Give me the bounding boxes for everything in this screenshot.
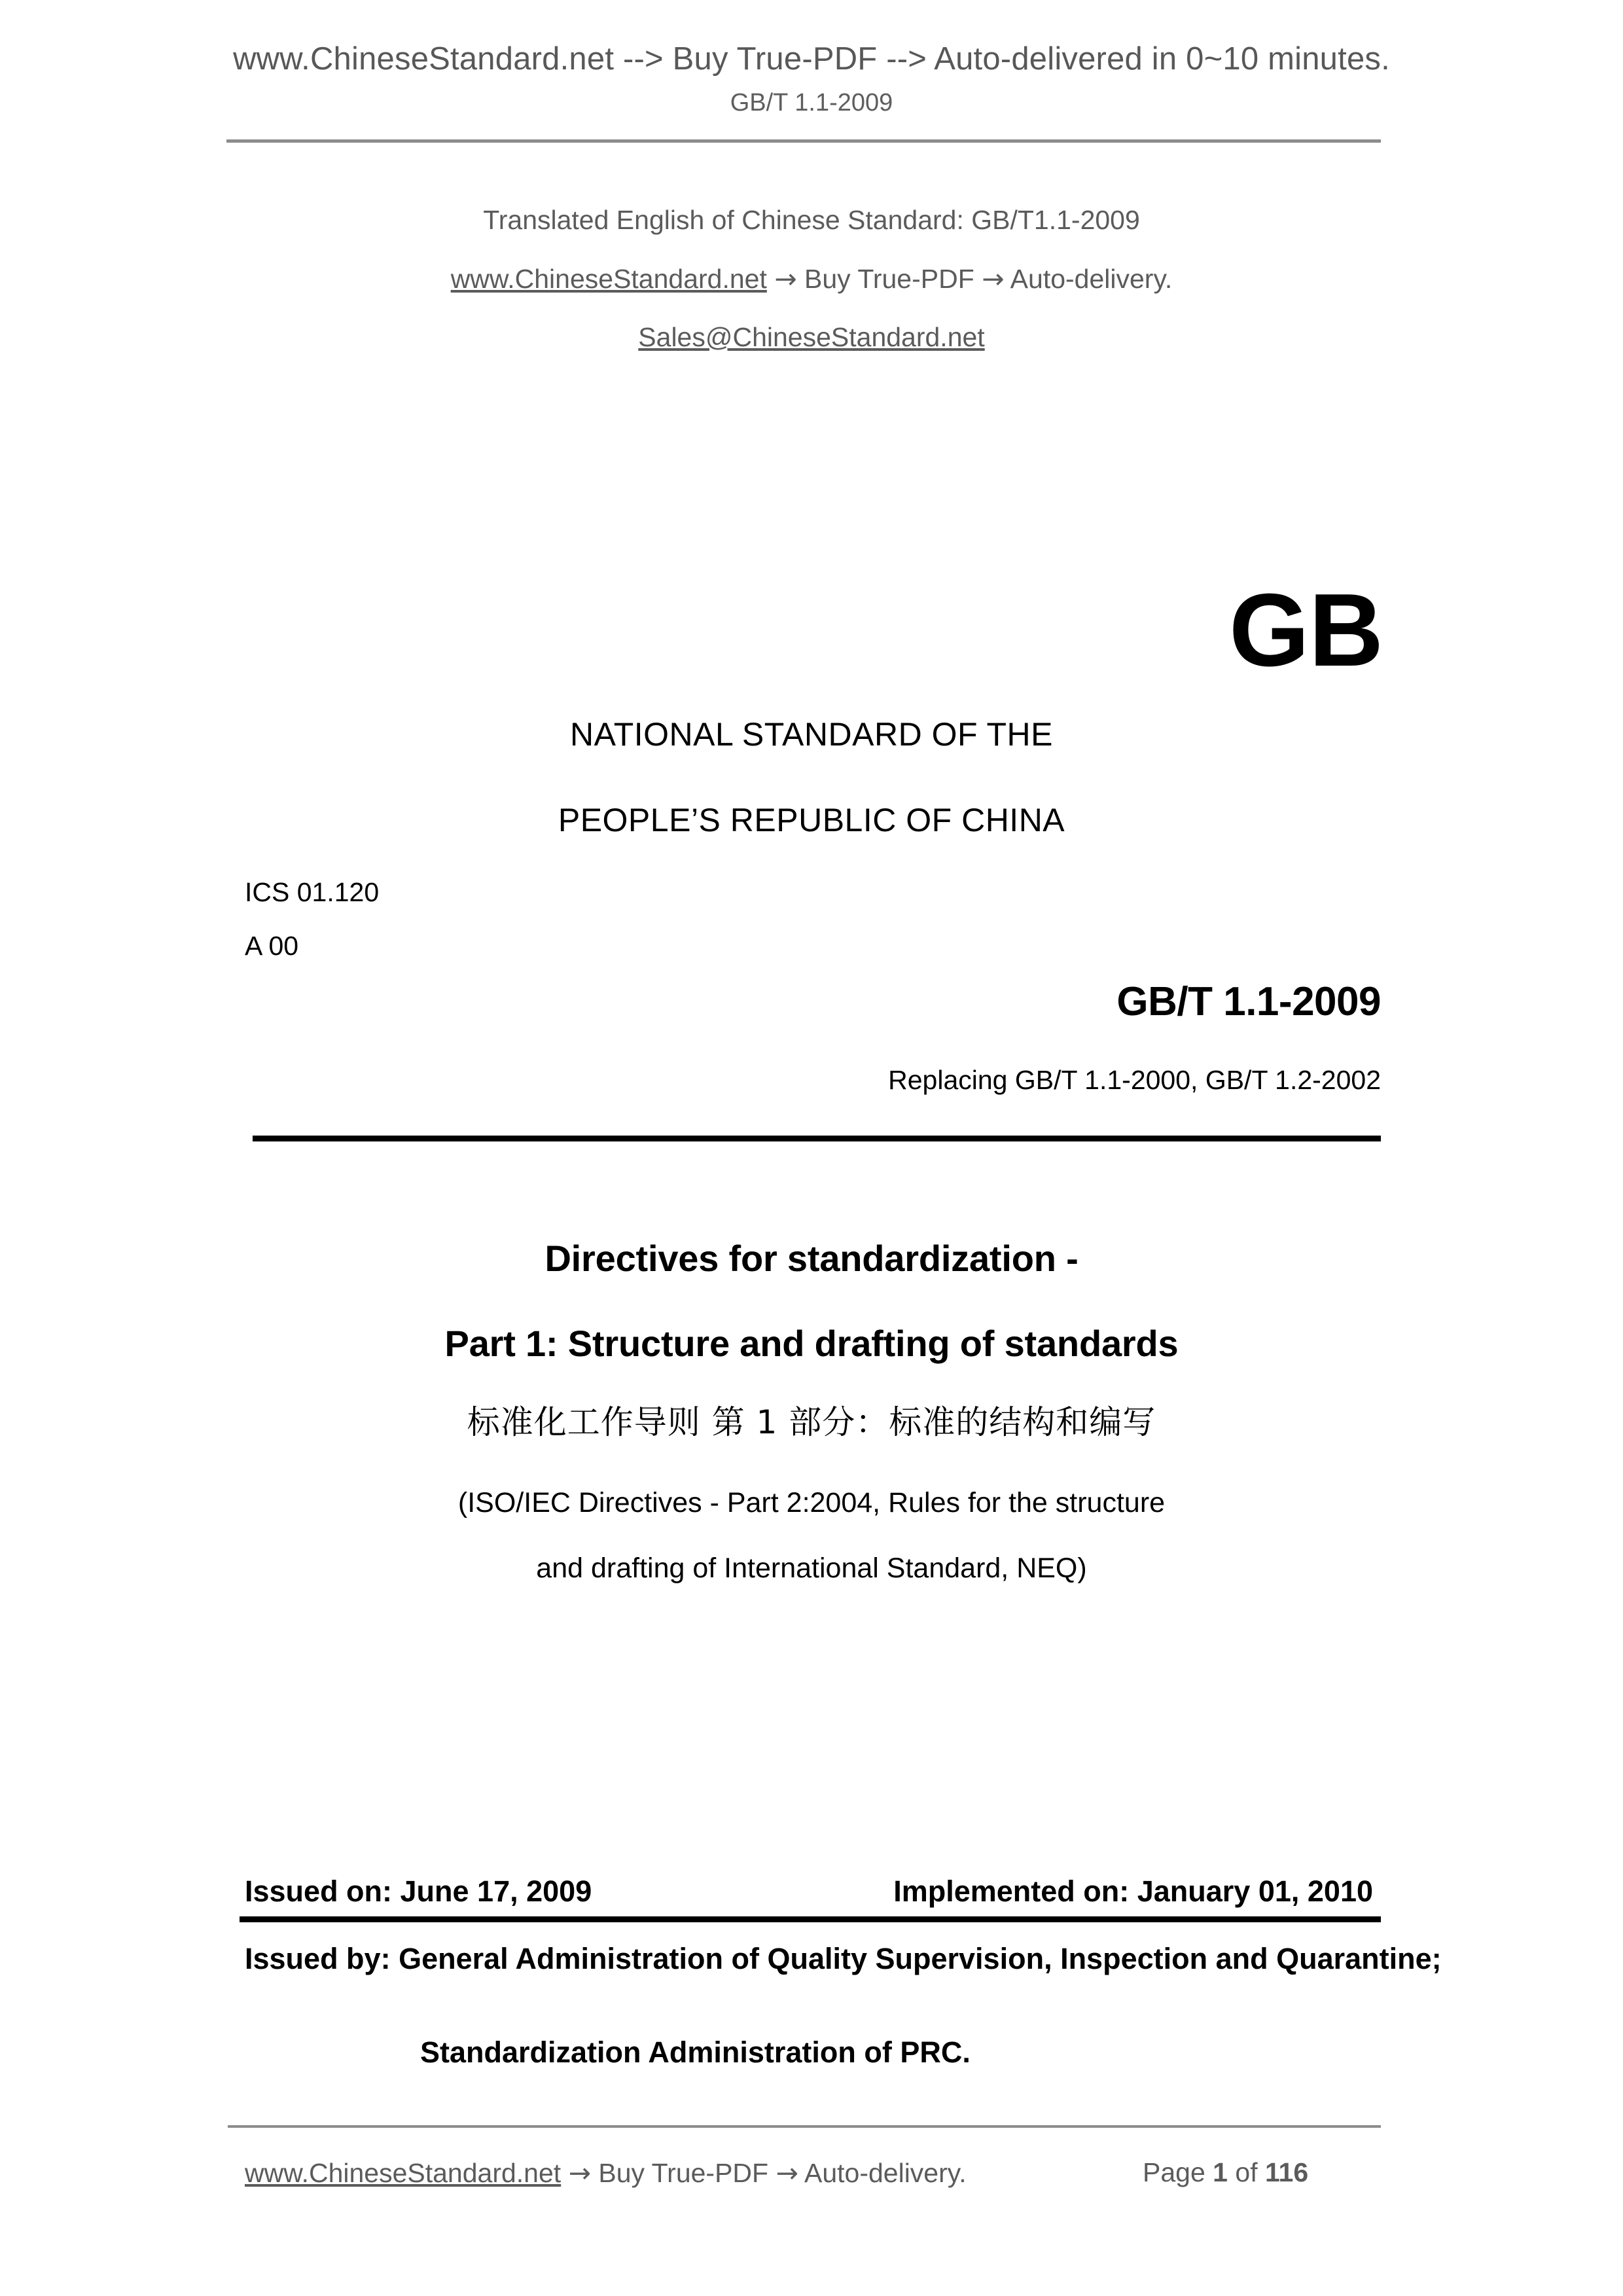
sales-email-link[interactable]: Sales@ChineseStandard.net [638,322,985,352]
implemented-on-date: Implemented on: January 01, 2010 [893,1874,1373,1908]
standard-number: GB/T 1.1-2009 [1116,979,1381,1024]
site-link[interactable]: www.ChineseStandard.net [450,264,767,294]
classification-code: A 00 [245,931,299,961]
page-total: 116 [1265,2157,1309,2187]
arrow-right-icon: → [982,263,1005,295]
page-number: 1 [1213,2157,1228,2187]
issued-by-organization-2: Standardization Administration of PRC. [420,2036,971,2069]
arrow-right-icon: → [568,2157,591,2189]
ics-code: ICS 01.120 [245,877,380,907]
standard-title-en-line-2: Part 1: Structure and drafting of standards [444,1323,1179,1364]
iso-reference-line-2: and drafting of International Standard, NEQ) [536,1552,1087,1584]
iso-reference-line-1: (ISO/IEC Directives - Part 2:2004, Rules for the structure [457,1487,1166,1518]
footer-buy-label: Buy True-PDF [598,2158,769,2188]
promo-header-line: www.ChineseStandard.net --> Buy True-PDF --> Auto-delivered in 0~10 minutes. [233,41,1390,77]
of-label: of [1235,2157,1258,2187]
buy-label: Buy True-PDF [804,264,974,294]
footer-delivery-label: Auto-delivery. [804,2158,967,2188]
national-standard-line-1: NATIONAL STANDARD OF THE [569,716,1053,753]
purchase-instruction-line [0,263,1623,295]
delivery-label: Auto-delivery. [1010,264,1173,294]
standard-title-en-line-1: Directives for standardization - [544,1238,1079,1279]
gb-logo-mark: GB [1229,573,1383,688]
footer-site-link[interactable]: www.ChineseStandard.net [245,2158,562,2188]
cover-divider-bottom [240,1916,1381,1922]
header-divider [226,139,1381,143]
issued-by-organization-1: Issued by: General Administration of Quality Supervision, Inspection and Quarantine; [245,1942,1442,1975]
cover-divider-top [253,1136,1381,1141]
page-label: Page [1143,2157,1205,2187]
footer-divider [228,2125,1381,2128]
arrow-right-icon: → [776,2157,798,2189]
issued-on-date: Issued on: June 17, 2009 [245,1874,592,1908]
translated-standard-line: Translated English of Chinese Standard: GB/T1.1-2009 [483,205,1140,235]
page-indicator [1143,2157,1308,2188]
standard-title-cn: 标准化工作导则 第 1 部分：标准的结构和编写 [467,1403,1156,1441]
footer-promo [245,2157,967,2189]
national-standard-line-2: PEOPLE’S REPUBLIC OF CHINA [558,802,1065,838]
header-standard-number: GB/T 1.1-2009 [730,89,893,117]
arrow-right-icon: → [774,263,797,295]
sales-email-line [0,322,1623,353]
replacing-note: Replacing GB/T 1.1-2000, GB/T 1.2-2002 [888,1065,1381,1095]
